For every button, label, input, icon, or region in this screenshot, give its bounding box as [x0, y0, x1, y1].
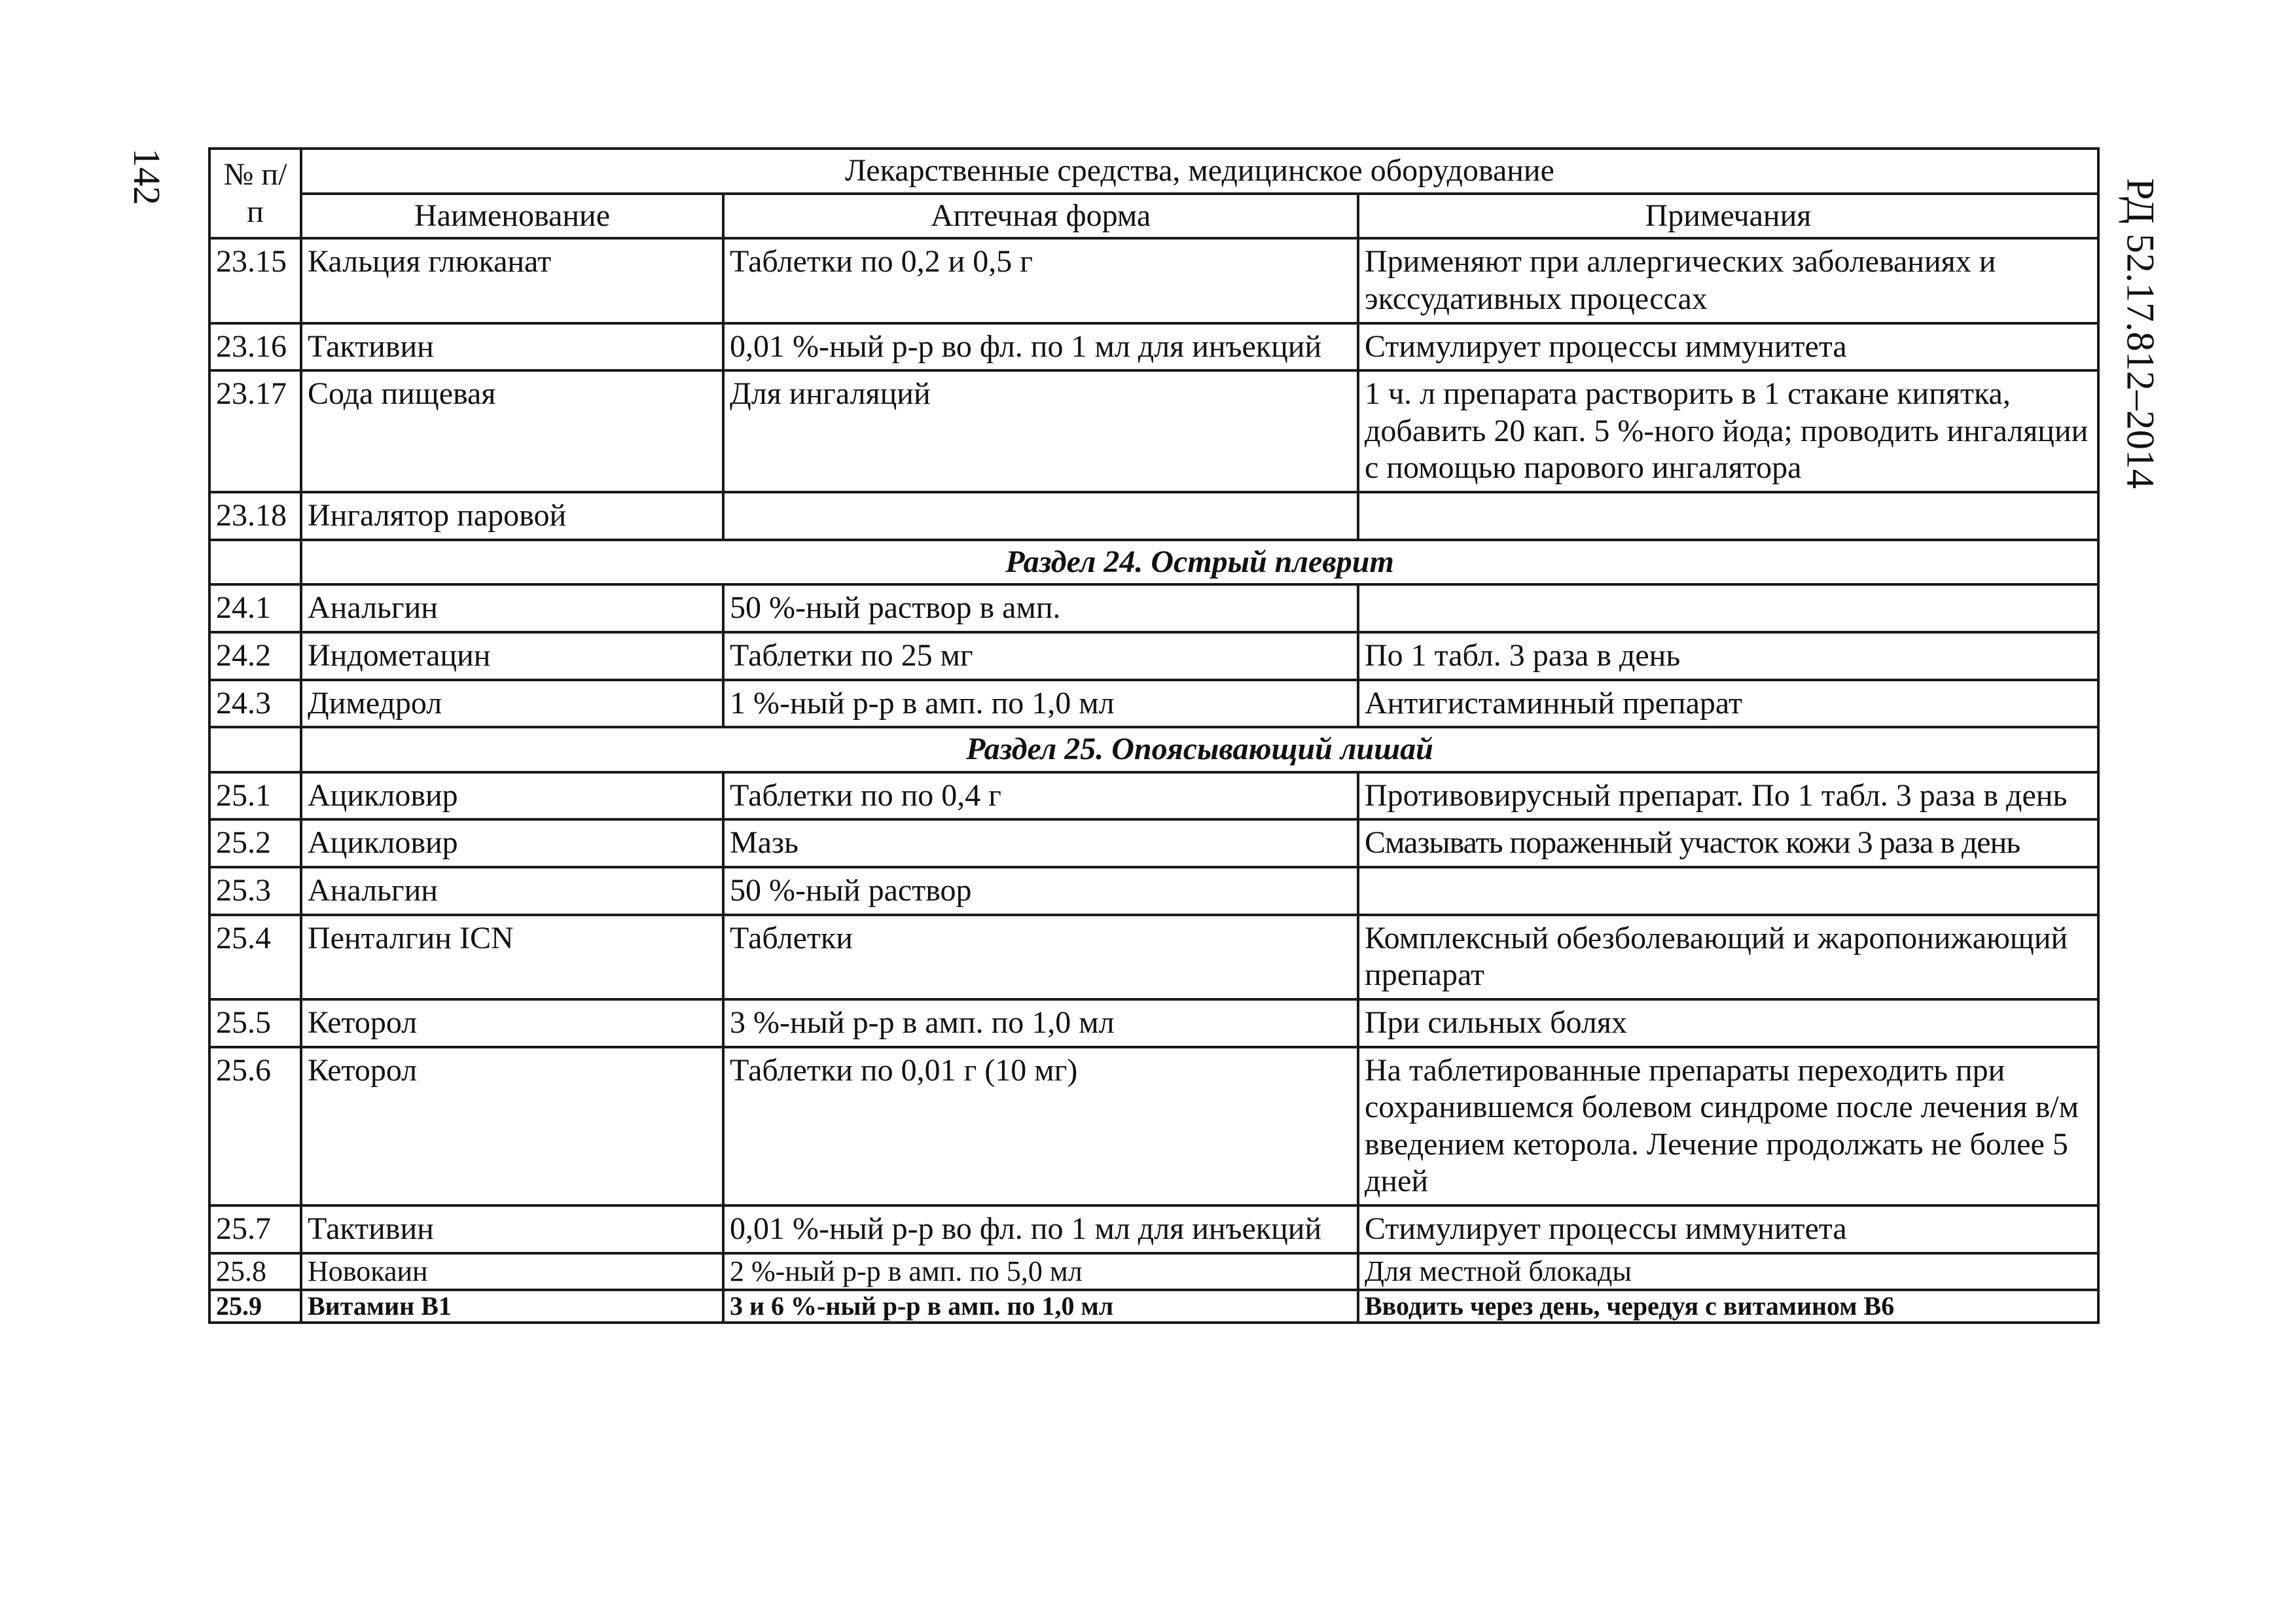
row-number: 23.18 — [209, 492, 301, 540]
header-notes: Примечания — [1358, 194, 2098, 239]
drug-form: Таблетки по по 0,4 г — [723, 772, 1358, 820]
drug-name: Димедрол — [301, 680, 723, 728]
page-number-text: 142 — [126, 148, 169, 205]
table-subheader-row — [209, 194, 2098, 239]
table-row — [209, 1205, 2098, 1253]
table-row — [209, 370, 2098, 492]
drug-notes — [1358, 867, 2098, 915]
row-number: 25.1 — [209, 772, 301, 820]
table-row — [209, 238, 2098, 323]
drug-notes: 1 ч. л препарата растворить в 1 стакане кипятка, добавить 20 кап. 5 %-ного йода; проводить ингаляции с помощью парового ингалятора — [1358, 370, 2098, 492]
drug-name: Новокаин — [301, 1253, 723, 1290]
section-row-25 — [209, 727, 2098, 772]
header-form: Аптечная форма — [723, 194, 1358, 239]
drug-form: Таблетки по 0,2 и 0,5 г — [723, 238, 1358, 323]
drug-name: Ингалятор паровой — [301, 492, 723, 540]
drug-notes: Стимулирует процессы иммунитета — [1358, 323, 2098, 371]
drug-notes: При сильных болях — [1358, 999, 2098, 1047]
table-row — [209, 1290, 2098, 1323]
drug-name: Анальгин — [301, 584, 723, 632]
drug-form: 0,01 %-ный р-р во фл. по 1 мл для инъекций — [723, 1205, 1358, 1253]
row-number: 25.3 — [209, 867, 301, 915]
row-number: 24.1 — [209, 584, 301, 632]
row-number: 23.15 — [209, 238, 301, 323]
drug-form: 3 %-ный р-р в амп. по 1,0 мл — [723, 999, 1358, 1047]
drug-notes: Применяют при аллергических заболеваниях и экссудативных процессах — [1358, 238, 2098, 323]
row-number: 24.3 — [209, 680, 301, 728]
row-number: 25.2 — [209, 819, 301, 867]
row-number: 23.16 — [209, 323, 301, 371]
header-name: Наименование — [301, 194, 723, 239]
drug-notes: Антигистаминный препарат — [1358, 680, 2098, 728]
medications-table — [208, 147, 2100, 1324]
table-row — [209, 915, 2098, 999]
row-number: 25.5 — [209, 999, 301, 1047]
section-blank — [209, 540, 301, 585]
row-number: 24.2 — [209, 632, 301, 680]
drug-form: Мазь — [723, 819, 1358, 867]
drug-form: 0,01 %-ный р-р во фл. по 1 мл для инъекций — [723, 323, 1358, 371]
drug-name: Кальция глюканат — [301, 238, 723, 323]
table-row — [209, 1047, 2098, 1206]
drug-name: Тактивин — [301, 323, 723, 371]
table-row — [209, 819, 2098, 867]
header-group-title: Лекарственные средства, медицинское оборудование — [301, 149, 2098, 194]
table-row — [209, 632, 2098, 680]
table-row — [209, 680, 2098, 728]
drug-form: 50 %-ный раствор — [723, 867, 1358, 915]
table-row — [209, 999, 2098, 1047]
section-title-24: Раздел 24. Острый плеврит — [301, 540, 2098, 585]
row-number: 25.9 — [209, 1290, 301, 1323]
drug-name: Сода пищевая — [301, 370, 723, 492]
section-title-25: Раздел 25. Опоясывающий лишай — [301, 727, 2098, 772]
table-row — [209, 1253, 2098, 1290]
drug-name: Анальгин — [301, 867, 723, 915]
drug-notes: Противовирусный препарат. По 1 табл. 3 раза в день — [1358, 772, 2098, 820]
row-number: 25.7 — [209, 1205, 301, 1253]
section-row-24 — [209, 540, 2098, 585]
drug-name: Ацикловир — [301, 819, 723, 867]
document-code-text: РД 52.17.812–2014 — [2119, 178, 2162, 489]
drug-notes: Комплексный обезболевающий и жаропонижающий препарат — [1358, 915, 2098, 999]
drug-notes: Для местной блокады — [1358, 1253, 2098, 1290]
drug-name: Кеторол — [301, 1047, 723, 1206]
table-row — [209, 584, 2098, 632]
drug-name: Пенталгин ICN — [301, 915, 723, 999]
drug-name: Индометацин — [301, 632, 723, 680]
drug-form: 1 %-ный р-р в амп. по 1,0 мл — [723, 680, 1358, 728]
drug-form: Для ингаляций — [723, 370, 1358, 492]
drug-form — [723, 492, 1358, 540]
table-row — [209, 492, 2098, 540]
row-number: 25.6 — [209, 1047, 301, 1206]
drug-notes: Вводить через день, чередуя с витамином В6 — [1358, 1290, 2098, 1323]
page-number — [111, 141, 183, 213]
drug-name: Кеторол — [301, 999, 723, 1047]
table-row — [209, 772, 2098, 820]
drug-name: Тактивин — [301, 1205, 723, 1253]
header-number: № п/п — [209, 149, 301, 238]
drug-form: Таблетки по 0,01 г (10 мг) — [723, 1047, 1358, 1206]
drug-notes: Смазывать пораженный участок кожи 3 раза в день — [1358, 819, 2098, 867]
row-number: 23.17 — [209, 370, 301, 492]
drug-notes — [1358, 492, 2098, 540]
drug-notes: По 1 табл. 3 раза в день — [1358, 632, 2098, 680]
drug-name: Витамин В1 — [301, 1290, 723, 1323]
section-blank — [209, 727, 301, 772]
table-header-row — [209, 149, 2098, 194]
drug-name: Ацикловир — [301, 772, 723, 820]
drug-notes: На таблетированные препараты переходить при сохранившемся болевом синдроме после лечения в/м введением кеторола. Лечение продолжать не более 5 дней — [1358, 1047, 2098, 1206]
drug-notes: Стимулирует процессы иммунитета — [1358, 1205, 2098, 1253]
drug-form: Таблетки по 25 мг — [723, 632, 1358, 680]
drug-form: Таблетки — [723, 915, 1358, 999]
table-row — [209, 867, 2098, 915]
table-row — [209, 323, 2098, 371]
row-number: 25.8 — [209, 1253, 301, 1290]
drug-form: 2 %-ный р-р в амп. по 5,0 мл — [723, 1253, 1358, 1290]
drug-notes — [1358, 584, 2098, 632]
row-number: 25.4 — [209, 915, 301, 999]
drug-form: 3 и 6 %-ный р-р в амп. по 1,0 мл — [723, 1290, 1358, 1323]
drug-form: 50 %-ный раствор в амп. — [723, 584, 1358, 632]
